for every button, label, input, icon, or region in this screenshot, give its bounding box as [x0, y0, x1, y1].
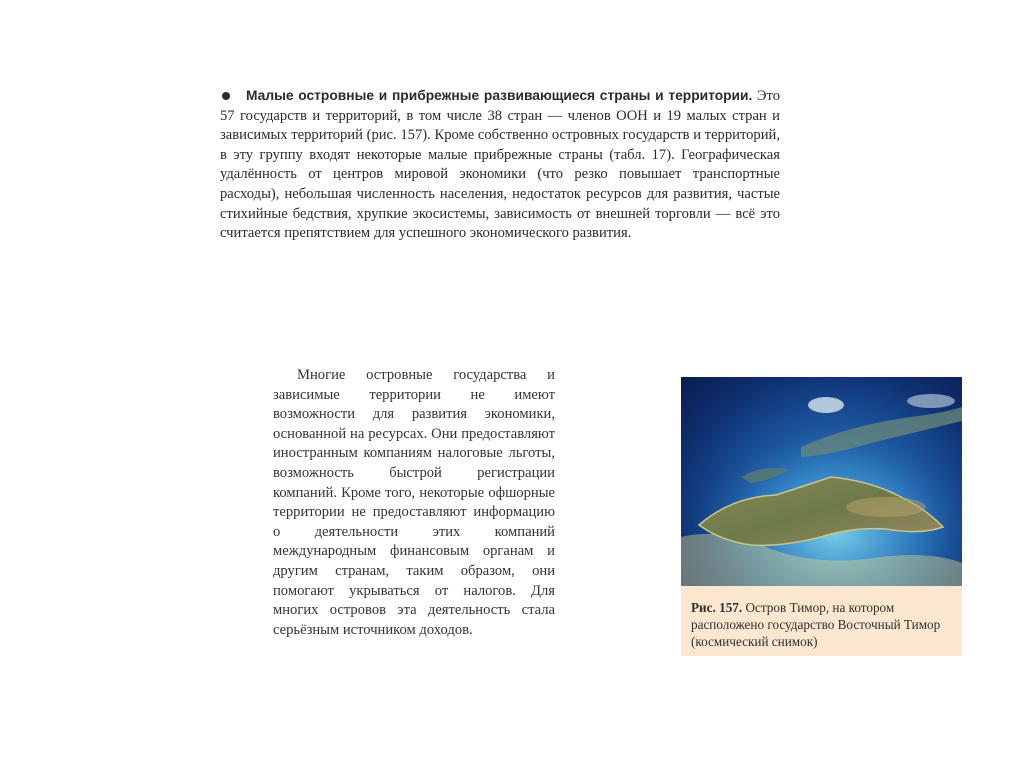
bullet-body-text: Это 57 государств и территорий, в том числе 38 стран — членов ООН и 19 малых стран и зависимых территорий (рис. 157). Кроме собственно островных государств и территорий, в эту группу входят некоторые малые прибрежные страны (табл. 17). Географическая удалённость от центров мировой экономики (что резко повышает транспортные расходы), небольшая численность населения, недостаток ресурсов для развития, частые стихийные бедствия, хрупкие экосистемы, зависимость от внешней торговли — всё это считается препятствием для успешного экономического развития.: [220, 88, 780, 242]
bullet-paragraph: [220, 86, 780, 244]
figure-number: Рис. 157.: [691, 600, 743, 615]
highland-patch: [846, 497, 926, 517]
figure-caption: [681, 586, 962, 656]
figure-157: [681, 377, 962, 656]
figure-caption-text: Остров Тимор, на котором расположено государство Восточный Тимор (космический снимок): [691, 600, 941, 650]
cloud-shape-2: [907, 394, 955, 408]
satellite-illustration: [681, 377, 962, 586]
bullet-lead-heading: Малые островные и прибрежные развивающиеся страны и территории.: [246, 88, 753, 103]
timor-satellite-image: [681, 377, 962, 586]
side-paragraph: Многие островные государства и зависимые территории не имеют возможности для развития экономики, основанной на ресурсах. Они предоставляют иностранным компаниям налоговые льготы, возможность быстрой регистрации компаний. Кроме того, некоторые офшорные территории не предоставляют информацию о деятельности этих компаний международным финансовым органам и другим странам, таким образом, они помогают укрываться от налогов. Для многих островов эта деятельность стала серьёзным источником доходов.: [273, 367, 555, 638]
cloud-shape: [808, 397, 844, 413]
